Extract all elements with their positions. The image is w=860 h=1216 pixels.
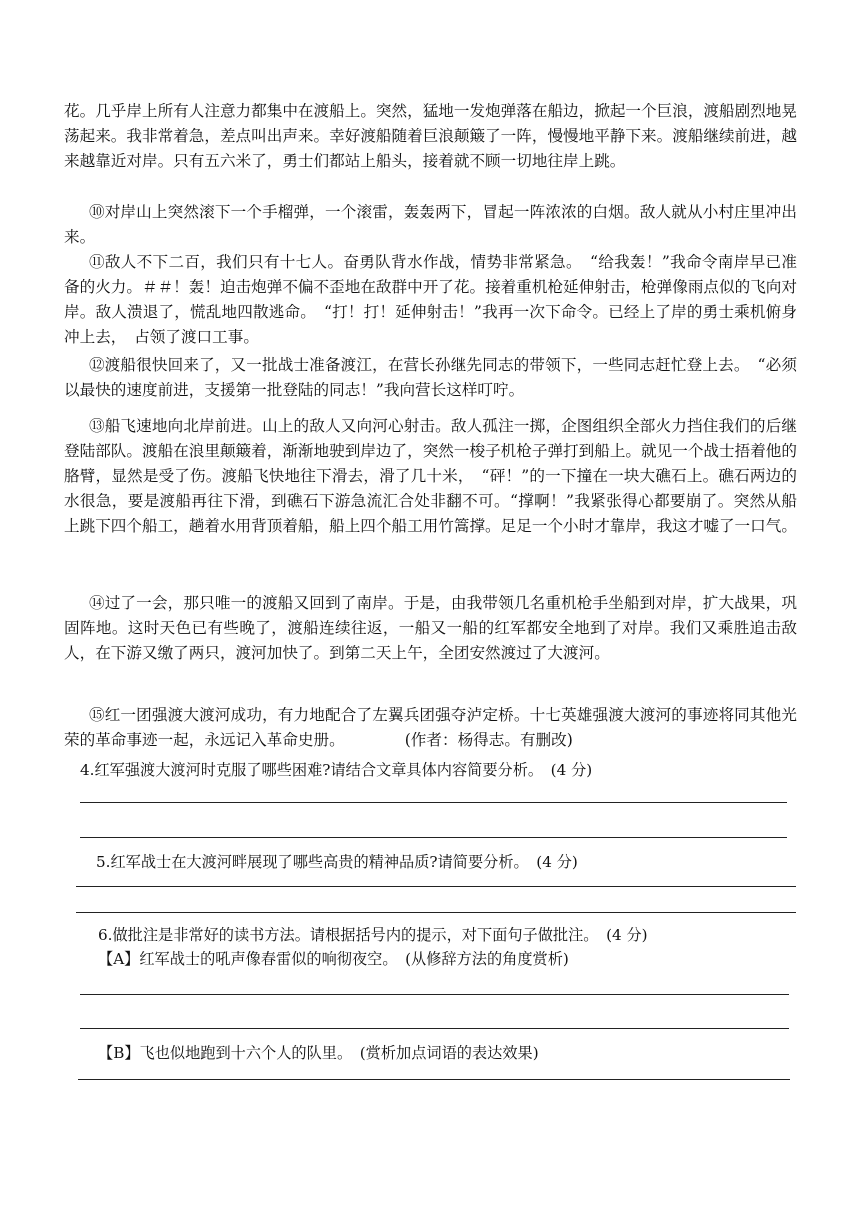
paragraph-15-text: ⑮红一团强渡大渡河成功，有力地配合了左翼兵团强夺泸定桥。十七英雄强渡大渡河的事迹将同其他光荣的革命事迹一起，永远记入革命史册。 <box>64 706 797 749</box>
answer-line-q6b-1[interactable] <box>78 1079 790 1080</box>
passage-paragraph-11: ⑪敌人不下二百，我们只有十七人。奋勇队背水作战，情势非常紧急。 “给我轰！”我命令南岸早已准备的火力。＃＃！轰！迫击炮弹不偏不歪地在敌群中开了花。接着重机枪延伸射击，枪弹像雨点似的飞向对岸。敌人溃退了，慌乱地四散逃命。 “打！打！延伸射击！”我再一次下命令。已经上了岸的勇士乘机俯身冲上去， 占领了渡口工事。 <box>64 253 797 346</box>
passage-paragraph-10: ⑩对岸山上突然滚下一个手榴弹，一个滚雷，轰轰两下，冒起一阵浓浓的白烟。敌人就从小村庄里冲出来。 <box>64 203 797 246</box>
source-note: (作者：杨得志。有删改) <box>404 731 573 749</box>
answer-line-q6a-1[interactable] <box>80 994 789 995</box>
passage-paragraph-14: ⑭过了一会，那只唯一的渡船又回到了南岸。于是，由我带领几名重机枪手坐船到对岸，扩大战果，巩固阵地。这时天色已有些晚了，渡船连续往返，一船又一船的红军都安全地到了对岸。我们又乘胜追击敌人，在下游又缴了两只，渡河加快了。到第二天上午，全团安然渡过了大渡河。 <box>64 594 797 662</box>
answer-line-q5-1[interactable] <box>76 886 796 887</box>
passage-paragraph-15 <box>64 703 797 753</box>
question-6b: 【B】飞也似地跑到十六个人的队里。 (赏析加点词语的表达效果) <box>98 1044 539 1062</box>
passage-paragraph-continued: 花。几乎岸上所有人注意力都集中在渡船上。突然，猛地一发炮弹落在船边，掀起一个巨浪，渡船剧烈地晃荡起来。我非常着急，差点叫出声来。幸好渡船随着巨浪颠簸了一阵，慢慢地平静下来。渡船继续前进，越来越靠近对岸。只有五六米了，勇士们都站上船头，接着就不顾一切地往岸上跳。 <box>64 102 797 170</box>
answer-line-q4-1[interactable] <box>80 802 787 803</box>
question-6: 6.做批注是非常好的读书方法。请根据括号内的提示，对下面句子做批注。 (4 分) <box>98 926 648 944</box>
answer-line-q6a-2[interactable] <box>80 1028 789 1029</box>
passage-paragraph-13: ⑬船飞速地向北岸前进。山上的敌人又向河心射击。敌人孤注一掷，企图组织全部火力挡住我们的后继登陆部队。渡船在浪里颠簸着，渐渐地驶到岸边了，突然一梭子机枪子弹打到船上。就见一个战士捂着他的胳臂，显然是受了伤。渡船飞快地往下滑去，滑了几十米， “砰！”的一下撞在一块大礁石上。礁石两边的水很急，要是渡船再往下滑，到礁石下游急流汇合处非翻不可。“撑啊！”我紧张得心都要崩了。突然从船上跳下四个船工，趟着水用背顶着船，船上四个船工用竹篙撑。足足一个小时才靠岸，我这才嘘了一口气。 <box>64 417 797 535</box>
question-6a: 【A】红军战士的吼声像春雷似的响彻夜空。 (从修辞方法的角度赏析) <box>98 950 569 968</box>
question-4: 4.红军强渡大渡河时克服了哪些困难?请结合文章具体内容简要分析。 (4 分) <box>80 761 593 779</box>
answer-line-q5-2[interactable] <box>76 912 796 913</box>
question-5: 5.红军战士在大渡河畔展现了哪些高贵的精神品质?请简要分析。 (4 分) <box>96 853 578 871</box>
passage-paragraph-12: ⑫渡船很快回来了，又一批战士准备渡江，在营长孙继先同志的带领下，一些同志赶忙登上去。 “必须以最快的速度前进，支援第一批登陆的同志！”我向营长这样叮咛。 <box>64 356 797 399</box>
answer-line-q4-2[interactable] <box>80 837 787 838</box>
